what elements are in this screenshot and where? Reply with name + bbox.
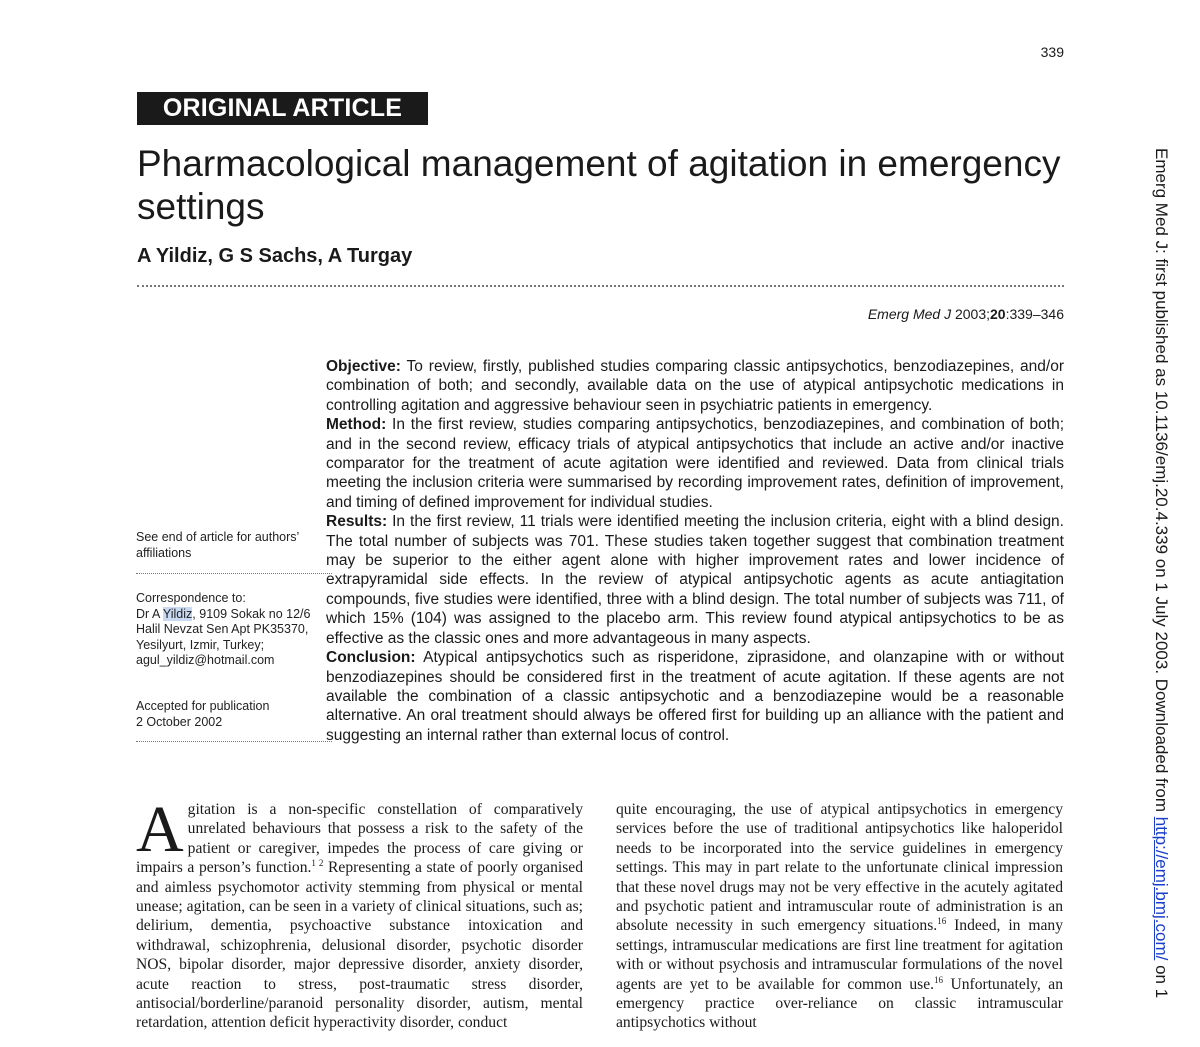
body-text: Unfortunately, an emergency practice over-reliance on classic intramuscular antipsychotics without bbox=[616, 975, 1063, 1032]
citation-pages: :339–346 bbox=[1005, 306, 1064, 322]
body-paragraph bbox=[136, 793, 583, 1033]
section-label: ORIGINAL ARTICLE bbox=[137, 92, 428, 125]
correspondence-label: Correspondence to: bbox=[136, 591, 246, 605]
citation-volume: 20 bbox=[990, 306, 1006, 322]
citation-year: 2003; bbox=[951, 306, 991, 322]
citation bbox=[700, 306, 1064, 322]
body-column-left bbox=[136, 793, 583, 1033]
abstract-conclusion bbox=[326, 648, 1064, 745]
method-text: In the first review, studies comparing antipsychotics, benzodiazepines, and combination of both; and in the second review, efficacy trials of atypical antipsychotics that include an active and/or inactive comparator for the treatment of acute agitation were identified and reviewed. Data from clinical trials meeting the inclusion criteria were summarised by recording improvement rates, definition of improvement, and timing of defined improvement for individual studies. bbox=[326, 416, 1064, 511]
reference-marker: 1 2 bbox=[311, 858, 324, 869]
accepted-block bbox=[136, 699, 332, 730]
body-paragraph bbox=[616, 800, 1063, 1033]
correspondence-name-highlight: Yildiz bbox=[162, 606, 193, 621]
results-text: In the first review, 11 trials were identified meeting the inclusion criteria, eight with a blind design. The total number of subjects was 701. These studies taken together suggest that combination treatment may be superior to the either agent alone with higher improvement rates and lower incidence of extrapyramidal side effects. In the review of atypical antipsychotic agents as acute antiagitation compounds, five studies were identified, three with a blind design. The total number of subjects was 711, of which 15% (104) was assigned to the placebo arm. This review found atypical antipsychotics to be as effective as the classic ones and more advantageous in many aspects. bbox=[326, 513, 1064, 647]
journal-link[interactable]: http://emj.bmj.com/ bbox=[1152, 816, 1171, 961]
correspondence-block bbox=[136, 591, 332, 669]
download-banner bbox=[1151, 148, 1171, 998]
correspondence-address bbox=[136, 607, 332, 669]
correspondence-details: , 9109 Sokak no 12/6 Halil Nevzat Sen Apt PK35370, Yesilyurt, Izmir, Turkey; agul_yildiz@hotmail.com bbox=[136, 606, 311, 667]
affiliations-note: See end of article for authors’ affiliations bbox=[136, 530, 299, 560]
abstract bbox=[326, 357, 1064, 745]
objective-label: Objective: bbox=[326, 358, 401, 375]
accepted-label: Accepted for publication bbox=[136, 699, 270, 713]
abstract-results bbox=[326, 512, 1064, 648]
sidebar-divider-bottom bbox=[136, 741, 332, 742]
article-title: Pharmacological management of agitation in emergency settings bbox=[137, 143, 1061, 227]
conclusion-label: Conclusion: bbox=[326, 649, 416, 667]
body-text: Indeed, in many settings, intramuscular medications are first line treatment for agitation with or without psychosis and intramuscular formulations of the novel agents are yet to be available for common use. bbox=[616, 917, 1064, 993]
abstract-objective bbox=[326, 357, 1064, 415]
abstract-method bbox=[326, 415, 1064, 512]
download-banner-tail: on 1 bbox=[1152, 960, 1171, 999]
reference-marker: 16 bbox=[934, 974, 944, 985]
objective-text: To review, firstly, published studies comparing classic antipsychotics, benzodiazepines, and/or combination of both; and secondly, available data on the use of atypical antipsychotic medications in controlling agitation and aggressive behaviour seen in psychiatric patients in emergency. bbox=[326, 358, 1064, 414]
sidebar-divider bbox=[136, 573, 332, 574]
body-column-right bbox=[616, 800, 1063, 1033]
header-divider bbox=[137, 285, 1064, 287]
reference-marker: 16 bbox=[937, 916, 947, 927]
author-list: A Yildiz, G S Sachs, A Turgay bbox=[137, 245, 413, 267]
page-number: 339 bbox=[1040, 44, 1064, 60]
citation-journal: Emerg Med J bbox=[867, 306, 952, 322]
conclusion-text: Atypical antipsychotics such as risperidone, ziprasidone, and olanzapine with or without benzodiazepines should be considered first in the treatment of acute agitation. If these agents are not available the combination of a classic antipsychotic and a benzodiazepine would be a reasonable alternative. An oral treatment should always be offered first for building up an alliance with the patient and suggesting an internal rather than external locus of control. bbox=[326, 649, 1064, 744]
method-label: Method: bbox=[326, 416, 387, 434]
body-text: quite encouraging, the use of atypical antipsychotics in emergency services before the use of traditional antipsychotics like haloperidol needs to be incorporated into the service guidelines in emergency settings. This may in part relate to the unfortunate clinical impression that these novel drugs may not be very effective in the acutely agitated and psychotic patient and intramuscular route of administration is an absolute necessity in such emergency situations. bbox=[616, 801, 1063, 935]
correspondence-prefix: Dr A bbox=[136, 606, 163, 621]
results-label: Results: bbox=[326, 513, 388, 531]
accepted-date: 2 October 2002 bbox=[136, 714, 223, 729]
drop-cap: A bbox=[136, 793, 184, 866]
body-text: gitation is a non-specific constellation of comparatively unrelated behaviours that possess a risk to the safety of the patient or caregiver, impedes the process of care giving or impairs a person’s function. bbox=[136, 801, 583, 877]
body-text: Representing a state of poorly organised and aimless psychomotor activity stemming from physical or mental unease; agitation, can be seen in a variety of clinical situations, such as; delirium, dementia, psychoactive substance intoxication and withdrawal, schizophrenia, delusional disorder, psychotic disorder NOS, bipolar disorder, major depressive disorder, anxiety disorder, acute reaction to stress, post-traumatic stress disorder, antisocial/borderline/paranoid personality disorder, autism, mental retardation, attention deficit hyperactivity disorder, conduct bbox=[136, 859, 583, 1032]
download-banner-text: Emerg Med J: first published as 10.1136/emj.20.4.339 on 1 July 2003. Downloaded from bbox=[1152, 148, 1171, 817]
